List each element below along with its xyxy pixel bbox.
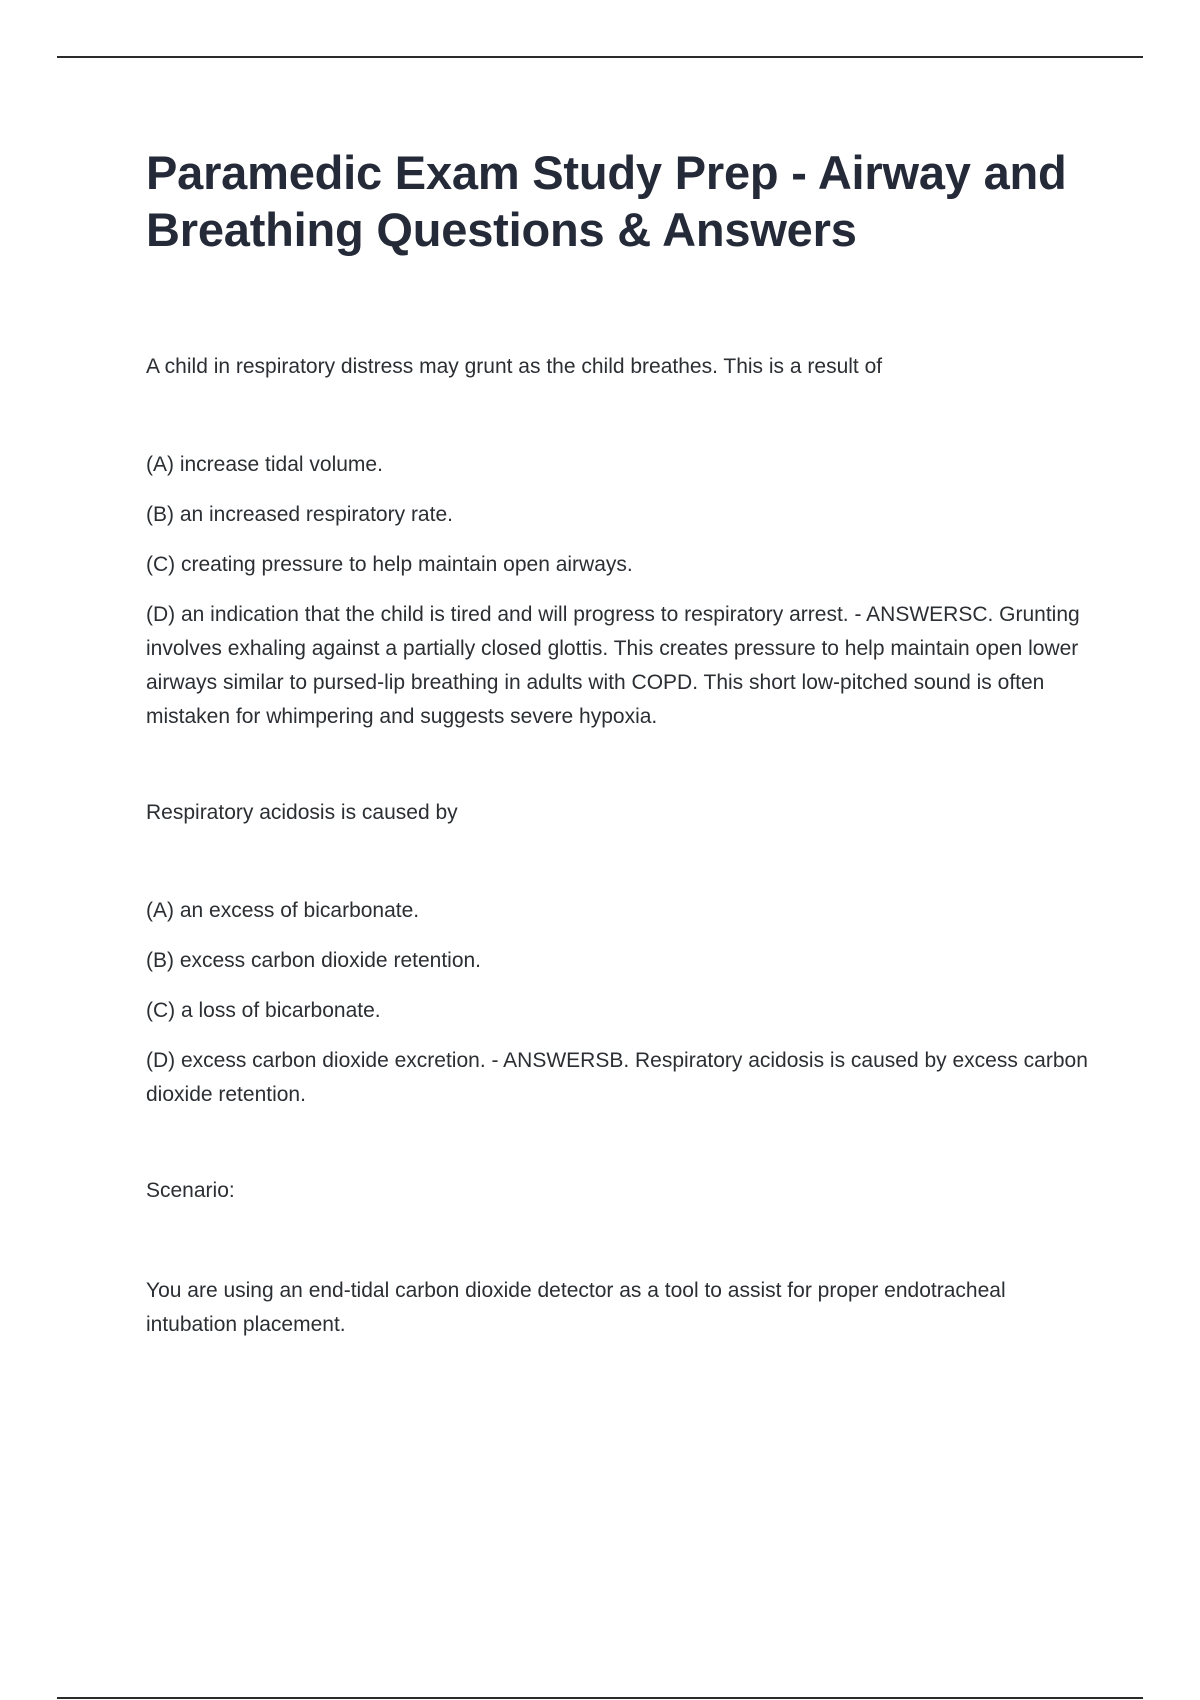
question-2-option-d-answer: (D) excess carbon dioxide excretion. - ANSWERSB. Respiratory acidosis is caused by excess carbon dioxide retention. [146,1049,1088,1106]
question-2-option-b: (B) excess carbon dioxide retention. [146,949,482,972]
question-2-option-a: (A) an excess of bicarbonate. [146,899,420,922]
question-2-options [146,894,1096,1112]
question-2-option-c: (C) a loss of bicarbonate. [146,999,381,1022]
question-1-option-b: (B) an increased respiratory rate. [146,503,453,526]
question-1-options [146,448,1096,734]
question-1-option-a: (A) increase tidal volume. [146,453,383,476]
question-1-option-c: (C) creating pressure to help maintain open airways. [146,553,633,576]
bottom-divider [57,1697,1143,1699]
scenario-text: You are using an end-tidal carbon dioxide detector as a tool to assist for proper endotracheal intubation placement. [146,1279,1006,1336]
question-1-stem: A child in respiratory distress may grunt as the child breathes. This is a result of [146,355,883,378]
question-2-stem: Respiratory acidosis is caused by [146,801,458,824]
scenario-label: Scenario: [146,1179,235,1202]
document-body [146,144,1096,1342]
question-1-option-d-answer: (D) an indication that the child is tired and will progress to respiratory arrest. - ANSWERSC. Grunting involves exhaling against a partially closed glottis. This creates pressure to help maintain open lower airways similar to pursed-lip breathing in adults with COPD. This short low-pitched sound is often mistaken for whimpering and suggests severe hypoxia. [146,603,1080,728]
document-title: Paramedic Exam Study Prep - Airway and Breathing Questions & Answers [146,146,1067,256]
top-divider [57,56,1143,58]
